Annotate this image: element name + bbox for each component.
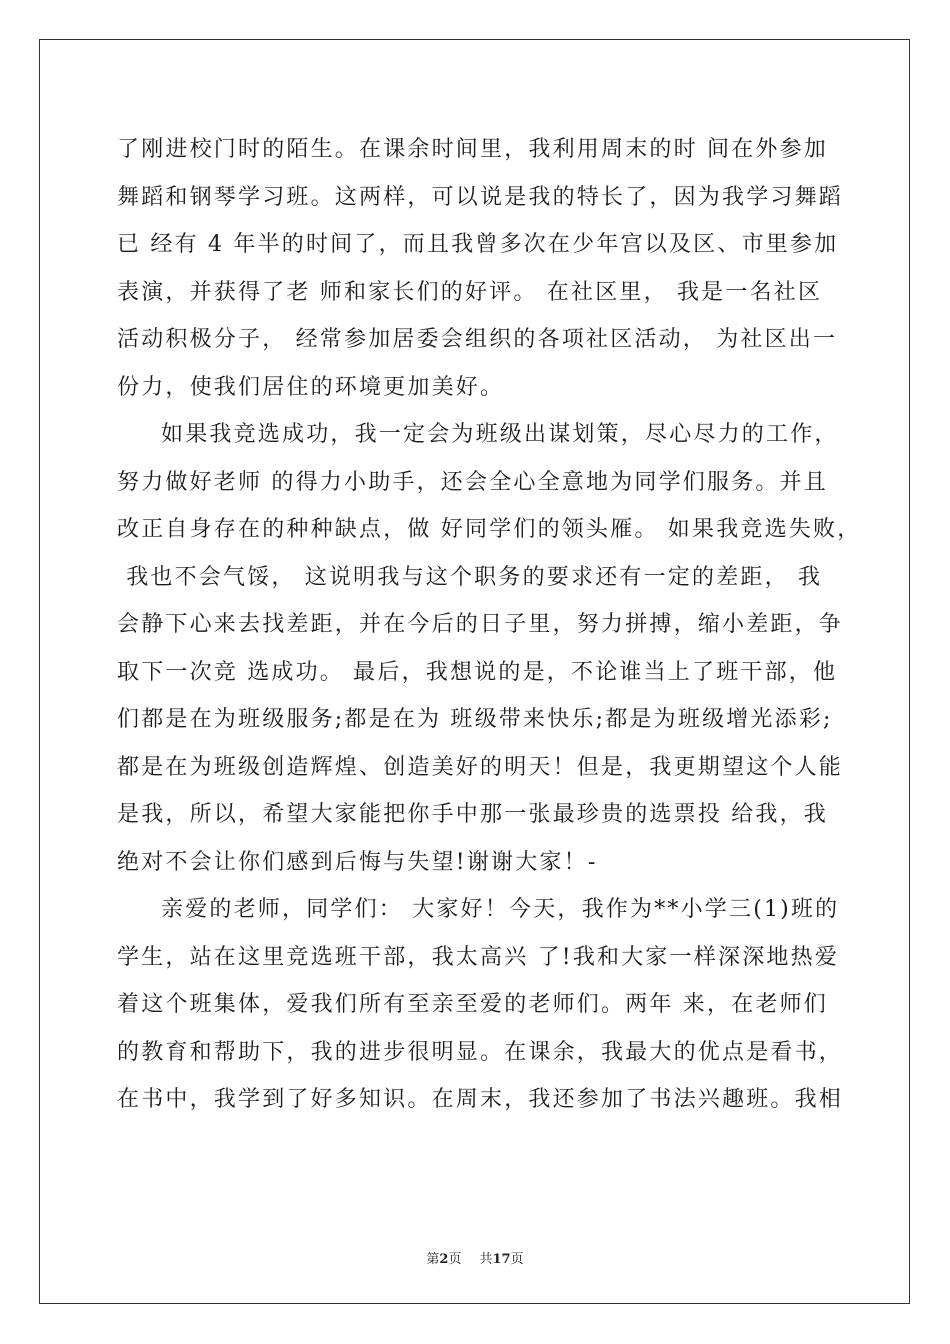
text-line: 活动积极分子， 经常参加居委会组织的各项社区活动， 为社区出一 [117,327,838,352]
total-page-count: 17 [492,1252,511,1267]
text-line: 我也不会气馁， 这说明我与这个职务的要求还有一定的差距， 我 [117,564,823,590]
text-line: 绝对不会让你们感到后悔与失望!谢谢大家！- [117,849,598,875]
text-line: 改正自身存在的种种缺点，做 好同学们的领头雁。 如果我竞选失败， [117,517,862,542]
text-line: 的教育和帮助下，我的进步很明显。在课余，我最大的优点是看书， [117,1039,844,1065]
text-line: 舞蹈和钢琴学习班。这两样，可以说是我的特长了，因为我学习舞蹈 [117,184,844,210]
footer-total-prefix: 共 [479,1252,493,1267]
text-line: 是我，所以，希望大家能把你手中那一张最珍贵的选票投 给我，我 [117,802,828,827]
footer-total-suffix: 页 [510,1252,524,1267]
text-line: 已 经有 4 年半的时间了，而且我曾多次在少年宫以及区、市里参加 [117,232,839,257]
text-line: 如果我竞选成功，我一定会为班级出谋划策，尽心尽力的工作， [161,422,839,447]
text-line: 着这个班集体，爱我们所有至亲至爱的老师们。两年 来，在老师们 [117,992,828,1017]
page-footer [0,1248,950,1267]
text-line: 了刚进校门时的陌生。在课余时间里，我利用周末的时 间在外参加 [117,137,828,162]
text-line: 亲爱的老师，同学们： 大家好！今天，我作为**小学三(1)班的 [161,897,840,922]
text-line: 都是在为班级创造辉煌、创造美好的明天！但是，我更期望这个人能 [117,754,844,780]
text-line: 努力做好老师 的得力小助手，还会全心全意地为同学们服务。并且 [117,469,828,495]
text-line: 学生，站在这里竞选班干部，我太高兴 了!我和大家一样深深地热爱 [117,944,840,970]
text-line: 份力，使我们居住的环境更加美好。 [117,374,505,400]
text-line: 表演，并获得了老 师和家长们的好评。 在社区里， 我是一名社区 [117,279,823,305]
text-line: 会静下心来去找差距，并在今后的日子里，努力拼搏，缩小差距，争 [117,612,844,637]
current-page-number: 2 [439,1252,449,1267]
text-line: 在书中，我学到了好多知识。在周末，我还参加了书法兴趣班。我相 [117,1087,844,1112]
footer-page-suffix: 页 [448,1252,462,1267]
footer-prefix: 第 [426,1252,440,1267]
text-line: 取下一次竞 选成功。 最后，我想说的是，不论谁当上了班干部，他 [117,659,838,685]
document-body [117,126,862,1124]
text-line: 们都是在为班级服务;都是在为 班级带来快乐;都是为班级增光添彩; [117,707,833,732]
